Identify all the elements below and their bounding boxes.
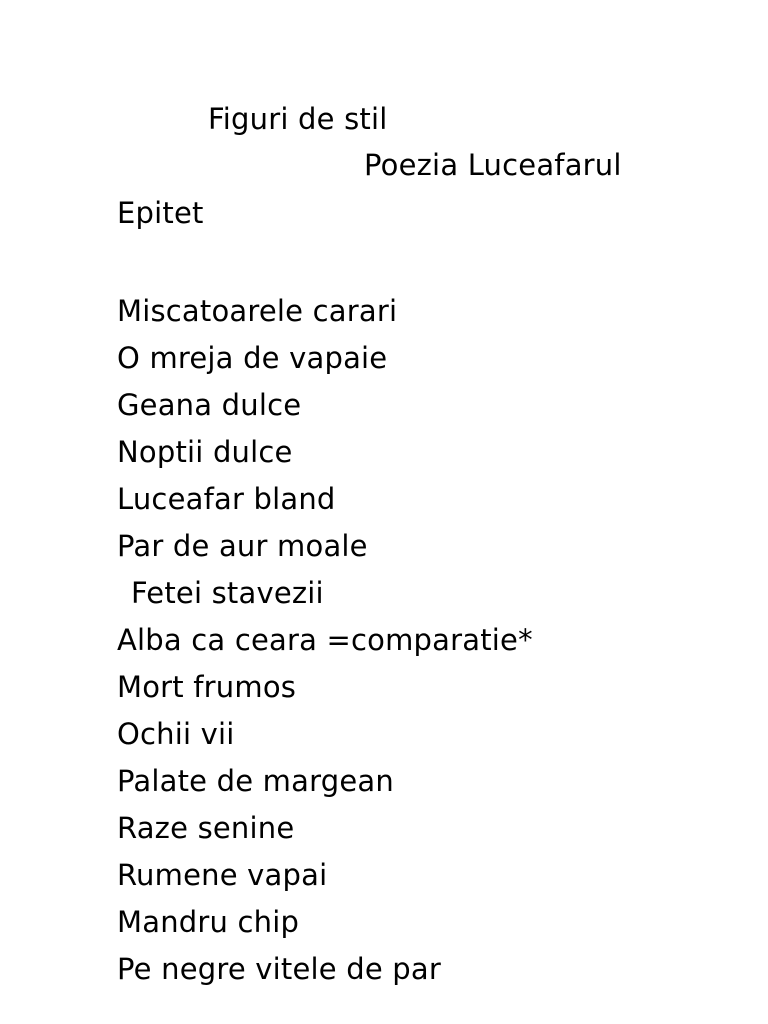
document-title: Figuri de stil <box>208 102 388 136</box>
list-item: Mandru chip <box>117 905 300 939</box>
list-item: Miscatoarele carari <box>117 294 398 328</box>
section-heading: Epitet <box>117 196 204 230</box>
list-item: Fetei stavezii <box>131 576 324 610</box>
list-item: Noptii dulce <box>117 435 293 469</box>
list-item: Ochii vii <box>117 717 235 751</box>
list-item: Geana dulce <box>117 388 302 422</box>
list-item: Mort frumos <box>117 670 297 704</box>
list-item: Raze senine <box>117 811 295 845</box>
epithet-list <box>117 288 533 993</box>
list-item: Par de aur moale <box>117 529 368 563</box>
list-item: O mreja de vapaie <box>117 341 388 375</box>
list-item: Rumene vapai <box>117 858 328 892</box>
list-item: Luceafar bland <box>117 482 336 516</box>
list-item: Alba ca ceara =comparatie* <box>117 623 533 657</box>
list-item: Palate de margean <box>117 764 394 798</box>
list-item: Pe negre vitele de par <box>117 952 442 986</box>
document-subtitle: Poezia Luceafarul <box>364 148 622 182</box>
